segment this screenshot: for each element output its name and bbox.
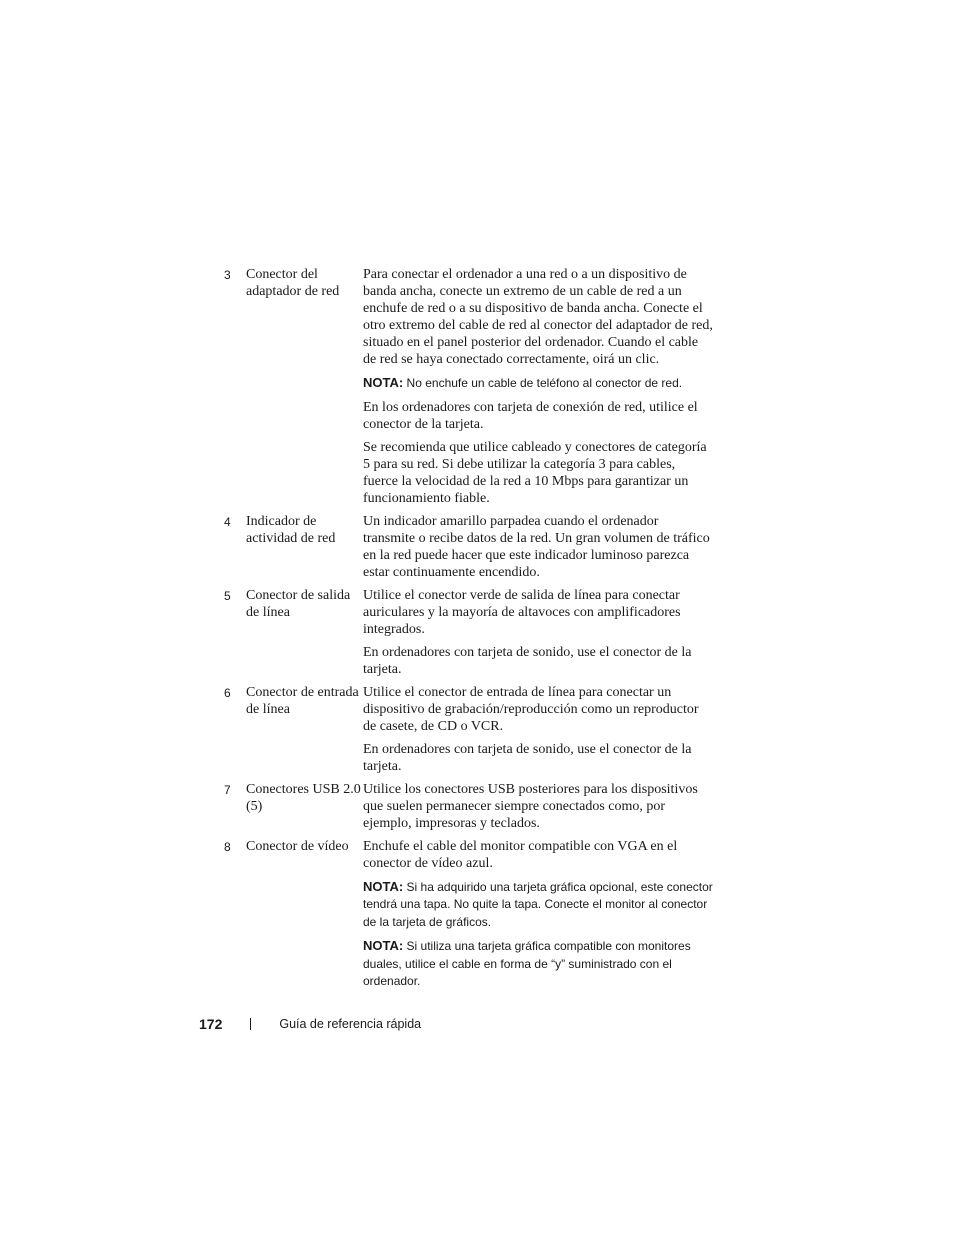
- note-text: Si utiliza una tarjeta gráfica compatible con monitores duales, utilice el cable en forma de “y” suministrado con el ordenador.: [363, 939, 691, 988]
- item-number: 4: [224, 514, 231, 529]
- footer-title: Guía de referencia rápida: [279, 1017, 422, 1031]
- item-label: Conectores USB 2.0 (5): [246, 781, 361, 814]
- item-number: 7: [224, 782, 231, 797]
- note-text: No enchufe un cable de teléfono al conector de red.: [406, 376, 683, 390]
- item-label: Conector de salida de línea: [246, 587, 351, 620]
- description-paragraph: Utilice el conector verde de salida de línea para conectar auriculares y la mayoría de altavoces con amplificadores integrados.: [363, 587, 681, 637]
- description-paragraph: En ordenadores con tarjeta de sonido, use el conector de la tarjeta.: [363, 644, 692, 677]
- note: [363, 937, 713, 991]
- table-row: [224, 684, 714, 781]
- description-paragraph: Enchufe el cable del monitor compatible con VGA en el conector de vídeo azul.: [363, 838, 678, 871]
- note-label: NOTA:: [363, 878, 404, 894]
- note-label: NOTA:: [363, 938, 404, 953]
- description-paragraph: Utilice los conectores USB posteriores para los dispositivos que suelen permanecer siempre conectados como, por ejemplo, impresoras y teclados.: [363, 781, 698, 831]
- item-label: Conector de vídeo: [246, 838, 349, 854]
- item-description: [363, 838, 713, 991]
- description-paragraph: En los ordenadores con tarjeta de conexión de red, utilice el conector de la tarjeta.: [363, 399, 698, 432]
- item-number: 6: [224, 685, 231, 700]
- item-label: Indicador de actividad de red: [246, 513, 336, 546]
- item-label: Conector de entrada de línea: [246, 684, 359, 717]
- note-text: Si ha adquirido una tarjeta gráfica opcional, este conector tendrá una tapa. No quite la tapa. Conecte el monitor al conector de la tarjeta de gráficos.: [363, 879, 713, 929]
- item-number: 8: [224, 839, 231, 854]
- page-number: 172: [199, 1016, 223, 1032]
- table-row: [224, 513, 714, 587]
- note-label: NOTA:: [363, 375, 404, 390]
- item-number: 3: [224, 268, 231, 282]
- item-label: Conector del adaptador de red: [246, 267, 340, 299]
- description-paragraph: Un indicador amarillo parpadea cuando el ordenador transmite o recibe datos de la red. Un gran volumen de tráfico en la red puede hacer que este indicador luminoso parezca estar continuamente encendido.: [363, 513, 710, 580]
- table-row: [224, 781, 714, 838]
- item-number: 5: [224, 588, 231, 603]
- item-description: [363, 781, 713, 838]
- description-paragraph: En ordenadores con tarjeta de sonido, use el conector de la tarjeta.: [363, 741, 692, 774]
- note: [363, 878, 713, 932]
- item-description: [363, 587, 713, 684]
- connector-table: [224, 266, 714, 991]
- description-paragraph: Utilice el conector de entrada de línea para conectar un dispositivo de grabación/reproducción como un reproductor de casete, de CD o VCR.: [363, 684, 699, 734]
- table-row: [224, 838, 714, 991]
- page-footer: [199, 1015, 421, 1033]
- table-row: [224, 266, 714, 513]
- item-description: [363, 513, 713, 587]
- item-description: [363, 266, 713, 513]
- note: [363, 374, 713, 393]
- item-description: [363, 684, 713, 781]
- description-paragraph: Para conectar el ordenador a una red o a un dispositivo de banda ancha, conecte un extremo de un cable de red a un enchufe de red o a su dispositivo de banda ancha. Conecte el otro extremo del cable de red al conector del adaptador de red, situado en el panel posterior del ordenador. Cuando el cable de red se haya conectado correctamente, oirá un clic.: [363, 267, 713, 367]
- description-paragraph: Se recomienda que utilice cableado y conectores de categoría 5 para su red. Si debe utilizar la categoría 3 para cables, fuerce la velocidad de la red a 10 Mbps para garantizar un funcionamiento fiable.: [363, 439, 707, 506]
- table-row: [224, 587, 714, 684]
- footer-separator: [250, 1018, 251, 1030]
